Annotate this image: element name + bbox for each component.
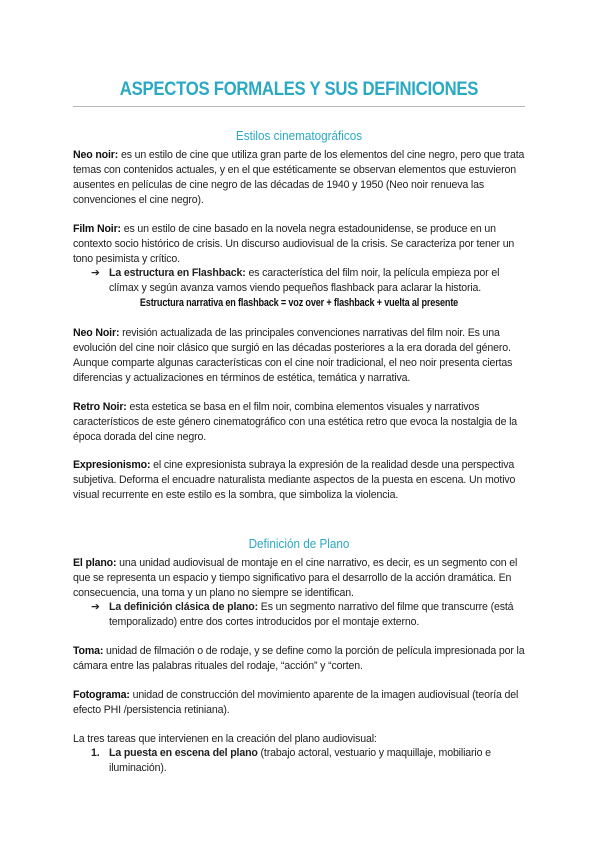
definition-neo-noir: es un estilo de cine que utiliza gran parte de los elementos del cine negro, pero que trata temas con contenidos actuales, y en el que estéticamente se observan elementos que estuvieron ausentes en películas de cine negro de las décadas de 1940 y 1950 (Neo noir renueva las convenciones el cine negro). xyxy=(73,149,525,206)
paragraph-film-noir xyxy=(73,222,525,267)
paragraph-neo-noir-2 xyxy=(73,326,525,386)
flashback-formula: Estructura narrativa en flashback = voz over + flashback + vuelta al presente xyxy=(139,297,459,309)
paragraph-retro-noir xyxy=(73,400,525,445)
arrow-icon: ➔ xyxy=(91,267,100,279)
definition-puesta-en-escena: (trabajo actoral, vestuario y maquillaje, mobiliario e iluminación). xyxy=(109,747,491,774)
paragraph-expresionismo xyxy=(73,458,525,503)
definition-el-plano: una unidad audiovisual de montaje en el cine narrativo, es decir, es un segmento con el que se representa un espacio y tiempo significativo para el desarrollo de la acción dramática. En consecuencia, una toma y un plano no siempre se identifican. xyxy=(73,557,518,599)
document-title: ASPECTOS FORMALES Y SUS DEFINICIONES xyxy=(119,79,479,100)
term-definicion-clasica: La definición clásica de plano: xyxy=(109,601,258,613)
definition-neo-noir-2: revisión actualizada de las principales convenciones narrativas del film noir. Es una evolución del cine noir clásico que surgió en las décadas posteriores a la era dorada del género. Aunque comparte algunas características con el cine noir tradicional, el neo noir presenta ciertas diferencias y actualizaciones en términos de estética, temática y narrativa. xyxy=(73,327,513,384)
paragraph-tareas-intro: La tres tareas que intervienen en la creación del plano audiovisual: xyxy=(73,733,377,745)
section-heading-plano: Definición de Plano xyxy=(248,536,350,551)
term-film-noir: Film Noir: xyxy=(73,223,121,235)
list-item xyxy=(91,746,525,776)
paragraph-toma xyxy=(73,644,525,674)
arrow-icon: ➔ xyxy=(91,601,100,613)
bullet-definicion-clasica xyxy=(91,600,525,630)
paragraph-el-plano xyxy=(73,556,525,601)
term-flashback: La estructura en Flashback: xyxy=(109,267,246,279)
paragraph-neo-noir xyxy=(73,148,525,208)
term-puesta-en-escena: La puesta en escena del plano xyxy=(109,747,258,759)
term-el-plano: El plano: xyxy=(73,557,117,569)
bullet-flashback xyxy=(91,266,525,296)
term-fotograma: Fotograma: xyxy=(73,689,130,701)
term-expresionismo: Expresionismo: xyxy=(73,459,151,471)
title-divider xyxy=(73,106,525,107)
paragraph-fotograma xyxy=(73,688,525,718)
definition-film-noir: es un estilo de cine basado en la novela negra estadounidense, se produce en un contexto socio histórico de crisis. Un discurso audiovisual de la crisis. Se caracteriza por tener un tono pesimista y crítico. xyxy=(73,223,515,265)
definition-definicion-clasica: Es un segmento narrativo del filme que transcurre (está temporalizado) entre dos cortes introducidos por el montaje externo. xyxy=(109,601,514,628)
definition-retro-noir: esta estetica se basa en el film noir, combina elementos visuales y narrativos característicos de este género cinematográfico con una estética retro que evoca la nostalgia de la época dorada del cine negro. xyxy=(73,401,518,443)
term-neo-noir: Neo noir: xyxy=(73,149,119,161)
term-retro-noir: Retro Noir: xyxy=(73,401,127,413)
definition-toma: unidad de filmación o de rodaje, y se define como la porción de película impresionada por la cámara entre las palabras rituales del rodaje, “acción” y “corten. xyxy=(73,645,525,672)
definition-expresionismo: el cine expresionista subraya la expresión de la realidad desde una perspectiva subjetiva. Deforma el encuadre naturalista mediante aspectos de la puesta en escena. Un motivo visual recurrente en este estilo es la sombra, que simboliza la violencia. xyxy=(73,459,516,501)
term-neo-noir-2: Neo Noir: xyxy=(73,327,120,339)
definition-flashback: es característica del film noir, la película empieza por el clímax y según avanza vamos viendo pequeños flashback para aclarar la historia. xyxy=(109,267,500,294)
section-heading-estilos: Estilos cinematográficos xyxy=(235,128,363,143)
list-number: 1. xyxy=(91,747,100,759)
definition-fotograma: unidad de construcción del movimiento aparente de la imagen audiovisual (teoría del efecto PHI /persistencia retiniana). xyxy=(73,689,519,716)
term-toma: Toma: xyxy=(73,645,104,657)
